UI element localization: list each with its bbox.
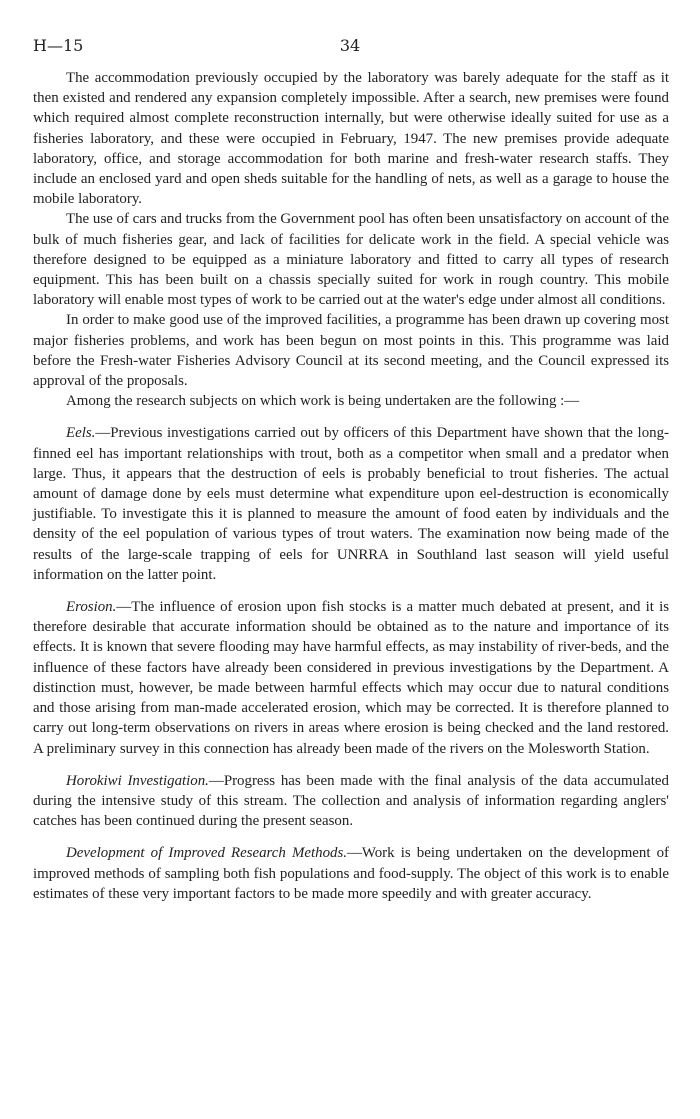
paragraph-heading: Eels. [66,425,96,442]
section-number: H—15 [33,36,84,55]
paragraph-subjects-intro: Among the research subjects on which work is being undertaken are the following :— [66,393,580,410]
paragraph-vehicles: The use of cars and trucks from the Government pool has often been unsatisfactory on account of the bulk of much fisheries gear, and lack of facilities for delicate work in the field. A special vehicle was therefore designed to be equipped as a miniature laboratory and fitted to carry all types of research equipment. This has been built on a chassis specially suited for work in rough country. This mobile laboratory will enable most types of work to be carried out at the water's edge under almost all conditions. [33,211,669,309]
paragraph-heading: Horokiwi Investigation. [66,772,209,789]
paragraph-heading: Development of Improved Research Methods. [66,845,347,862]
paragraph-research-methods: Development of Improved Research Methods.—Work is being undertaken on the development of improved methods of sampling both fish populations and food-supply. The object of this work is to enable estimates of these very important factors to be made more speedily and with greater accuracy. [33,845,669,902]
paragraph-erosion: Erosion.—The influence of erosion upon fish stocks is a matter much debated at present, and it is therefore desirable that accurate information should be obtained as to the nature and importance of its effects. It is known that severe flooding may have harmful effects, as may instability of river-beds, and the influence of these factors have already been considered in previous investigations by the Department. A distinction must, however, be made between harmful effects which may occur due to natural conditions and those arising from man-made accelerated erosion, which may be corrected. It is therefore planned to carry out long-term observations on rivers in areas where erosion is being checked and the land restored. A preliminary survey in this connection has already been made of the rivers on the Molesworth Station. [33,599,669,757]
paragraph-heading: Erosion. [66,599,117,616]
paragraph-eels: Eels.—Previous investigations carried out by officers of this Department have shown that the long-finned eel has important relationships with trout, both as a competitor when small and a predator when large. Thus, it appears that the destruction of eels is probably beneficial to trout fisheries. The actual amount of damage done by eels must determine what expenditure upon eel-destruction is economically justifiable. To investigate this it is planned to measure the amount of food eaten by individuals and the density of the eel population of various types of trout waters. The examination now being made of the results of the large-scale trapping of eels for UNRRA in Southland last season will yield useful information on the latter point. [33,425,669,583]
paragraph-premises: The accommodation previously occupied by the laboratory was barely adequate for the staff as it then existed and rendered any expansion completely impossible. After a search, new premises were found which required almost complete reconstruction internally, but were otherwise ideally suited for use as a fisheries laboratory, and these were occupied in February, 1947. The new premises provide adequate laboratory, office, and storage accommodation for both marine and fresh-water research staffs. They include an enclosed yard and open sheds suitable for the handling of nets, as well as a garage to house the mobile laboratory. [33,70,669,208]
page-number: 34 [339,36,361,55]
document-body [33,68,669,904]
page-header [33,36,667,58]
paragraph-horokiwi: Horokiwi Investigation.—Progress has been made with the final analysis of the data accumulated during the intensive study of this stream. The collection and analysis of information regarding anglers' catches has been continued during the present season. [33,772,669,830]
paragraph-programme: In order to make good use of the improved facilities, a programme has been drawn up covering most major fisheries problems, and work has been begun on most points in this. This programme was laid before the Fresh-water Fisheries Advisory Council at its second meeting, and the Council expressed its approval of the proposals. [33,312,669,390]
